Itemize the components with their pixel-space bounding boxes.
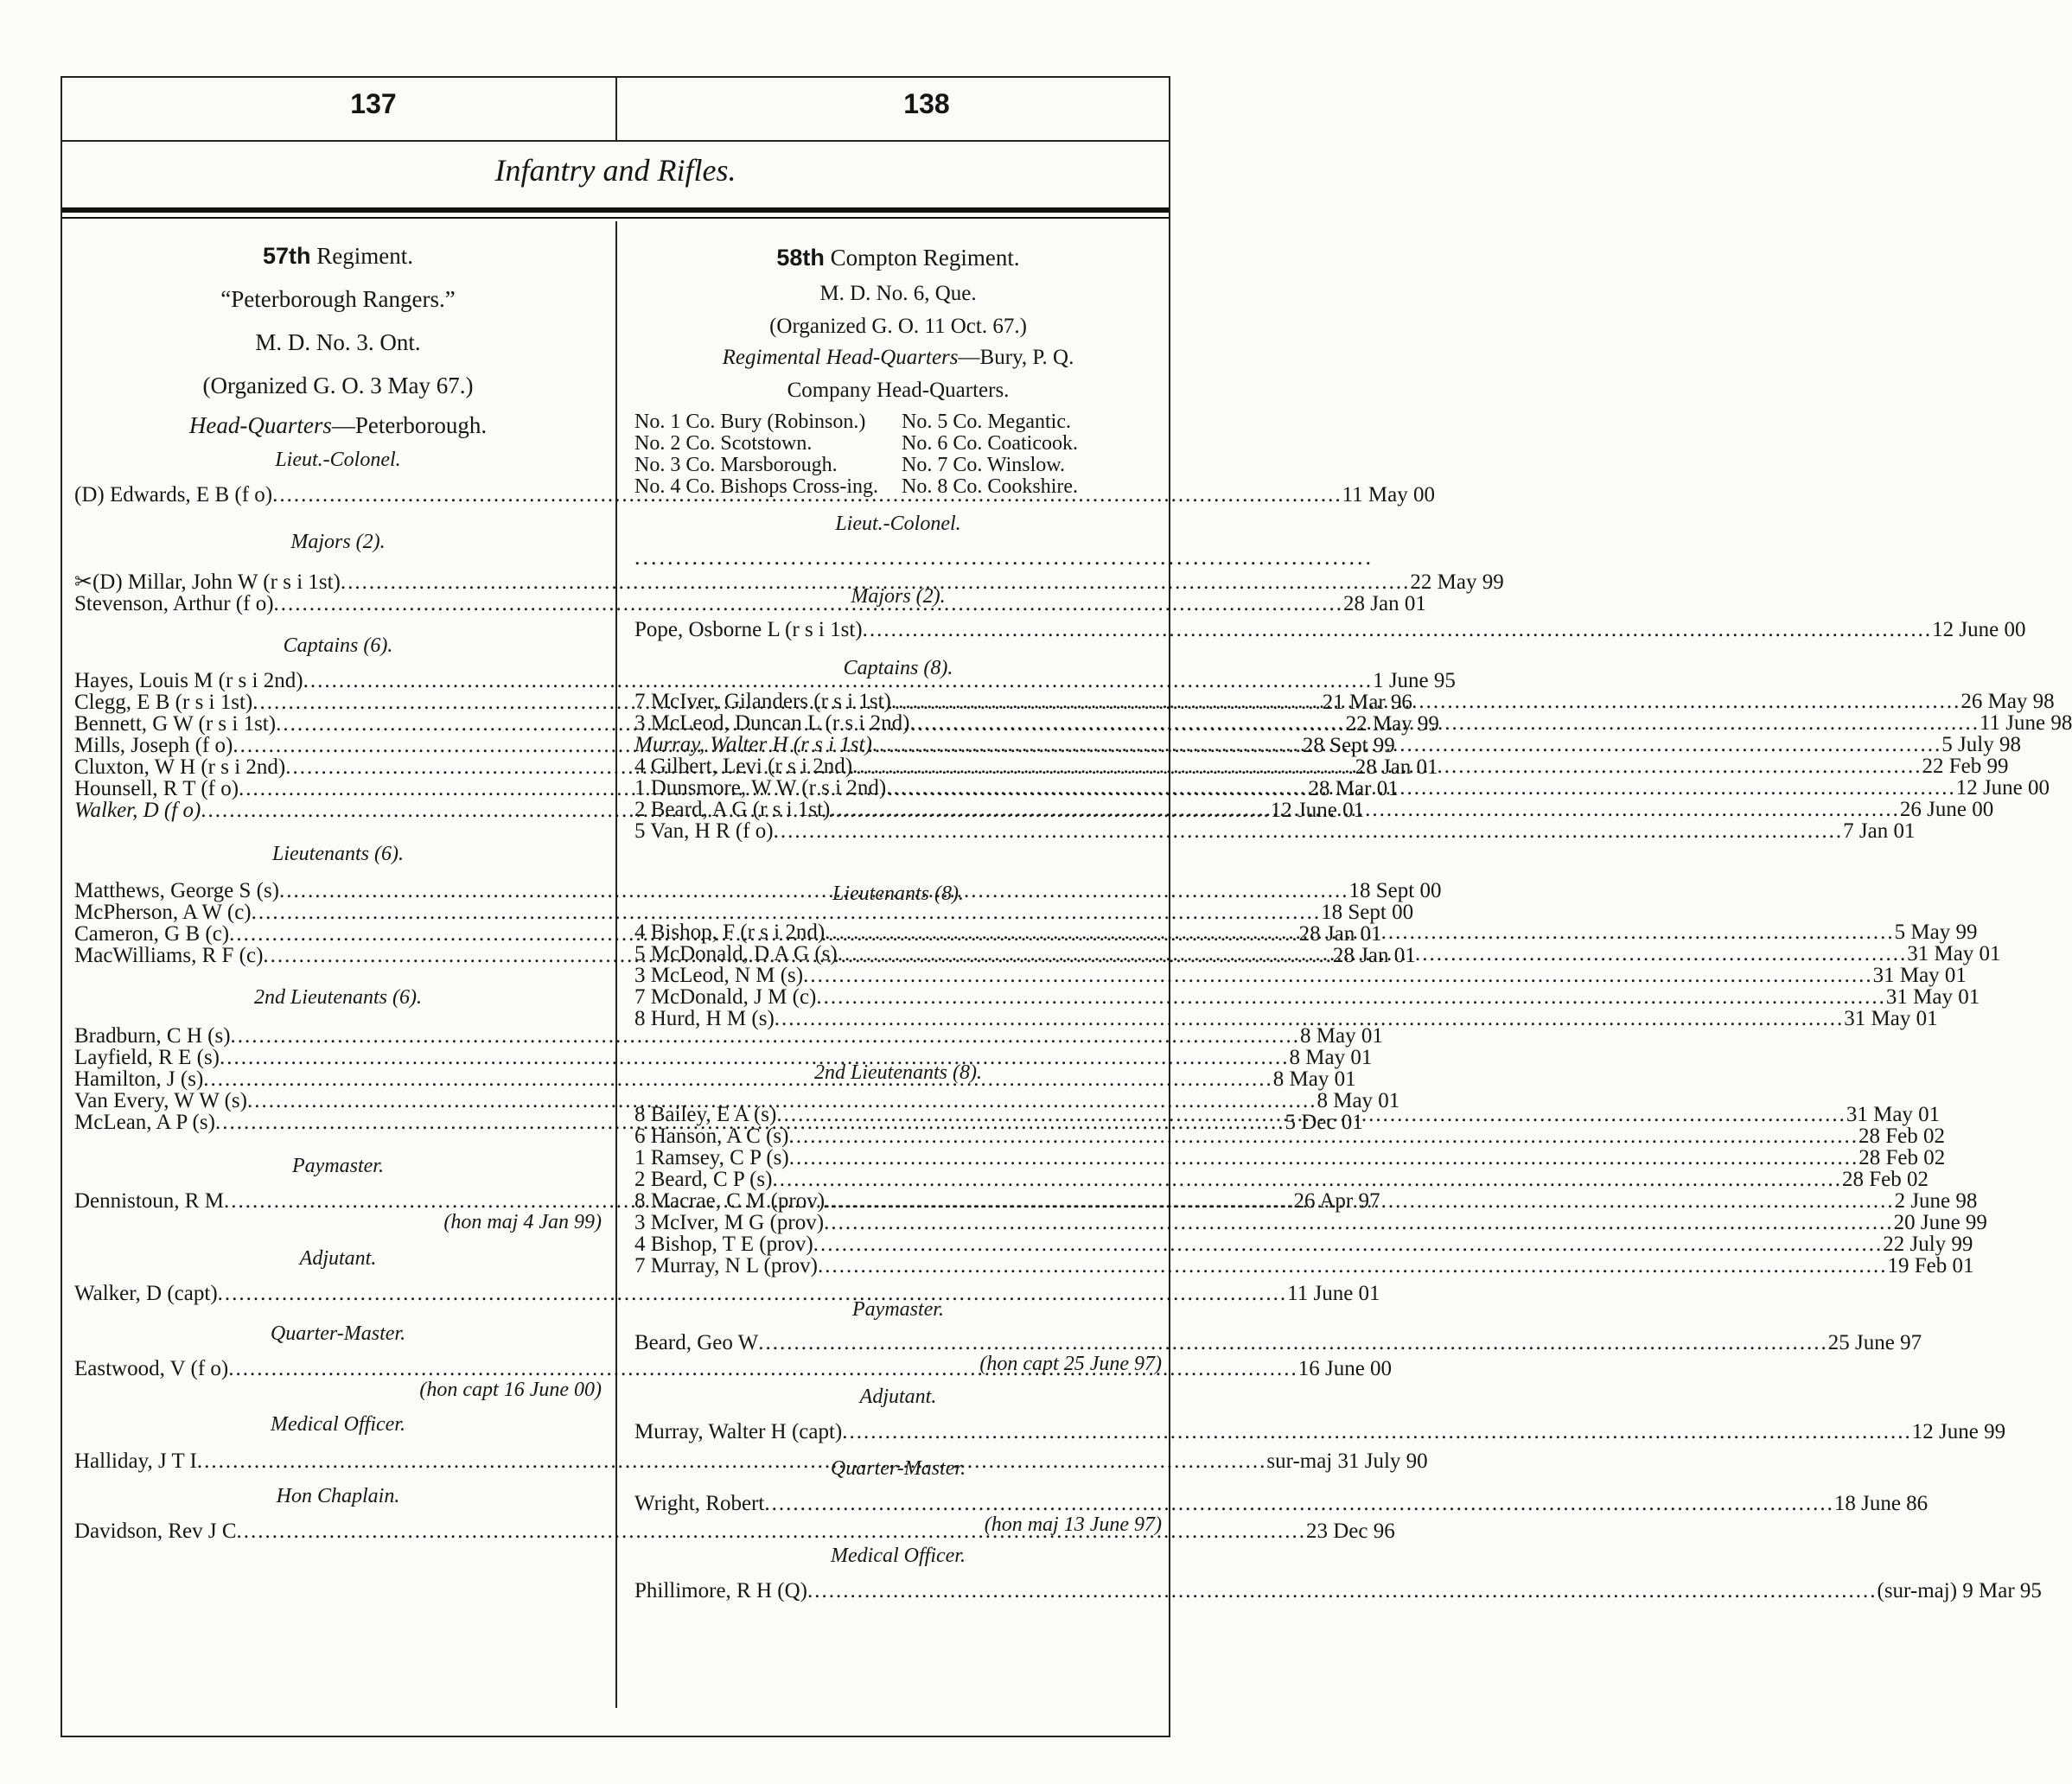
officer-entry: 5 McDonald, D A G (s) ..... 31 May 01 [634,943,1162,965]
lieutenants-heading: Lieutenants (8). [832,882,964,905]
company-hq-heading: Company Head-Quarters. [787,379,1010,402]
officer-entry: 3 McIver, M G (prov) ..... 20 June 99 [634,1212,1162,1233]
page-number-header [62,76,1169,142]
paymaster-heading: Paymaster. [292,1155,384,1177]
officer-entry: Hayes, Louis M (r s i 2nd) ..... 1 June 95 [74,670,602,691]
officer-entry: Murray, Walter H (r s i 1st) ..... 5 July 98 [634,734,1162,755]
medical-officer-heading: Medical Officer. [831,1545,966,1567]
majors-heading: Majors (2). [851,585,946,608]
document-page [61,76,2072,1737]
second-lieutenants-heading: 2nd Lieutenants (6). [254,986,422,1009]
list-item: No. 6 Co. Coaticook. [902,432,1078,455]
officer-entry: 7 McIver, Gilanders (r s i 1st) ..... 26 May 98 [634,691,1162,712]
regiment-heading [74,240,602,271]
officer-entry: Matthews, George S (s) ..... 18 Sept 00 [74,880,602,902]
thick-rule [62,207,1169,213]
column-divider [615,78,617,140]
officer-entry: 2 Beard, A G (r s i 1st) ..... 26 June 00 [634,799,1162,820]
military-district: M. D. No. 3. Ont. [255,329,421,355]
officer-entry: McPherson, A W (c) ..... 18 Sept 00 [74,902,602,923]
officer-entry: Dennistoun, R M ..... 26 Apr 97 [74,1190,602,1212]
officer-entry: Pope, Osborne L (r s i 1st) ..... 12 June 00 [634,619,1162,640]
officer-entry: 7 Murray, N L (prov) ..... 19 Feb 01 [634,1255,1162,1277]
officer-entry: Phillimore, R H (Q) ..... (sur-maj) 9 Mar 95 [634,1580,1162,1602]
officer-entry: Halliday, J T I ..... sur-maj 31 July 90 [74,1450,602,1472]
second-lieutenants-heading: 2nd Lieutenants (8). [814,1061,982,1084]
officer-note: (hon maj 13 June 97) [984,1513,1162,1536]
officer-entry: Cluxton, W H (r s i 2nd) ..... 28 Jan 01 [74,756,602,778]
officer-entry: Stevenson, Arthur (f o) ..... 28 Jan 01 [74,593,602,615]
adjutant-heading: Adjutant. [299,1247,377,1270]
officer-entry: Eastwood, V (f o) ..... 16 June 00 [74,1358,602,1379]
regiment-name: Regiment. [316,243,413,269]
quarter-master-heading: Quarter-Master. [270,1322,406,1345]
officer-note: (hon capt 25 June 97) [979,1353,1162,1375]
officer-entry: ✂(D) Millar, John W (r s i 1st) ..... 22 May 99 [74,571,602,593]
officer-entry: 5 Van, H R (f o) ..... 7 Jan 01 [634,820,1162,842]
officer-entry: Bennett, G W (r s i 1st) ..... 22 May 99 [74,713,602,735]
officer-entry: 8 Bailey, E A (s) ..... 31 May 01 [634,1104,1162,1125]
list-item: No. 7 Co. Winslow. [902,454,1066,476]
captains-heading: Captains (8). [843,657,953,679]
officer-entry: 3 McLeod, Duncan L (r s i 2nd) ..... 11 June 98 [634,712,1162,734]
regiment-number: 57th [262,243,311,269]
officer-entry: 4 Bishop, F (r s i 2nd) ..... 5 May 99 [634,921,1162,943]
page-number-left: 137 [350,88,397,119]
list-item: No. 8 Co. Cookshire. [902,475,1078,498]
officer-note: (hon maj 4 Jan 99) [443,1211,602,1233]
officer-entry: Hamilton, J (s) ..... 8 May 01 [74,1068,602,1090]
list-item: No. 5 Co. Megantic. [902,411,1071,433]
medical-officer-heading: Medical Officer. [271,1413,405,1436]
officer-entry: Walker, D (f o) ..... 12 June 01 [74,800,602,821]
officer-entry: 1 Ramsey, C P (s) ..... 28 Feb 02 [634,1147,1162,1169]
list-item: No. 2 Co. Scotstown. [634,432,813,455]
regiment-name: Compton Regiment. [830,245,1020,271]
officer-entry: 8 Hurd, H M (s) ..... 31 May 01 [634,1008,1162,1029]
captains-heading: Captains (6). [283,634,393,657]
organized-note: (Organized G. O. 3 May 67.) [202,373,474,398]
vacant-line: .......................................................................................... [634,545,1374,570]
officer-entry: Murray, Walter H (capt) ..... 12 June 99 [634,1421,1162,1443]
regiment-nickname: “Peterborough Rangers.” [220,286,456,312]
company-list [634,411,1162,498]
officer-entry: 3 McLeod, N M (s) ..... 31 May 01 [634,965,1162,986]
majors-heading: Majors (2). [290,531,386,553]
officer-entry: Hounsell, R T (f o) ..... 28 Mar 01 [74,778,602,800]
list-item: No. 1 Co. Bury (Robinson.) [634,411,866,433]
headquarters-line [74,410,602,441]
list-item: No. 3 Co. Marsborough. [634,454,838,476]
officer-entry: MacWilliams, R F (c) ..... 28 Jan 01 [74,945,602,966]
hon-chaplain-heading: Hon Chaplain. [276,1485,400,1507]
headquarters-value: —Bury, P. Q. [958,346,1074,369]
officer-entry: 4 Gilbert, Levi (r s i 2nd) ..... 22 Feb 99 [634,755,1162,777]
officer-entry: 4 Bishop, T E (prov) ..... 22 July 99 [634,1233,1162,1255]
list-item: No. 4 Co. Bishops Cross-ing. [634,475,879,498]
officer-entry: 8 Macrae, C M (prov) ..... 2 June 98 [634,1190,1162,1212]
organized-note: (Organized G. O. 11 Oct. 67.) [769,315,1027,338]
officer-entry: 2 Beard, C P (s) ..... 28 Feb 02 [634,1169,1162,1190]
officer-entry: Layfield, R E (s) ..... 8 May 01 [74,1047,602,1068]
quarter-master-heading: Quarter-Master. [830,1457,966,1480]
paymaster-heading: Paymaster. [852,1298,944,1321]
page-number-right: 138 [903,88,950,119]
officer-entry: McLean, A P (s) ..... 5 Dec 01 [74,1112,602,1133]
officer-entry: Davidson, Rev J C ..... 23 Dec 96 [74,1520,602,1542]
headquarters-label: Head-Quarters [188,412,332,438]
officer-entry: 7 McDonald, J M (c) ..... 31 May 01 [634,986,1162,1008]
thin-rule [62,217,1169,219]
officer-entry: 6 Hanson, A C (s) ..... 28 Feb 02 [634,1125,1162,1147]
adjutant-heading: Adjutant. [859,1386,937,1408]
lieut-colonel-heading: Lieut.-Colonel. [835,513,961,535]
headquarters-value: —Peterborough. [331,412,488,438]
military-district: M. D. No. 6, Que. [819,282,977,305]
officer-entry: Beard, Geo W ..... 25 June 97 [634,1332,1162,1354]
officer-note: (hon capt 16 June 00) [419,1379,602,1401]
officer-entry: Walker, D (capt) ..... 11 June 01 [74,1283,602,1304]
officer-entry: Cameron, G B (c) ..... 28 Jan 01 [74,923,602,945]
officer-entry: (D) Edwards, E B (f o) ..... 11 May 00 [74,484,602,506]
headquarters-label: Regimental Head-Quarters [722,346,959,369]
officer-entry: 1 Dunsmore, W W (r s i 2nd) ..... 12 June 00 [634,777,1162,799]
officer-entry: Mills, Joseph (f o) ..... 28 Sept 99 [74,735,602,756]
lieut-colonel-heading: Lieut.-Colonel. [275,449,401,471]
section-title: Infantry and Rifles. [494,153,736,188]
officer-entry: Bradburn, C H (s) ..... 8 May 01 [74,1025,602,1047]
officer-entry: Clegg, E B (r s i 1st) ..... 21 Mar 96 [74,691,602,713]
officer-entry: Wright, Robert ..... 18 June 86 [634,1493,1162,1514]
headquarters-line [634,344,1162,372]
regiment-number: 58th [776,245,825,271]
officer-entry: Van Every, W W (s) ..... 8 May 01 [74,1090,602,1112]
lieutenants-heading: Lieutenants (6). [272,843,404,865]
regiment-heading [634,242,1162,273]
